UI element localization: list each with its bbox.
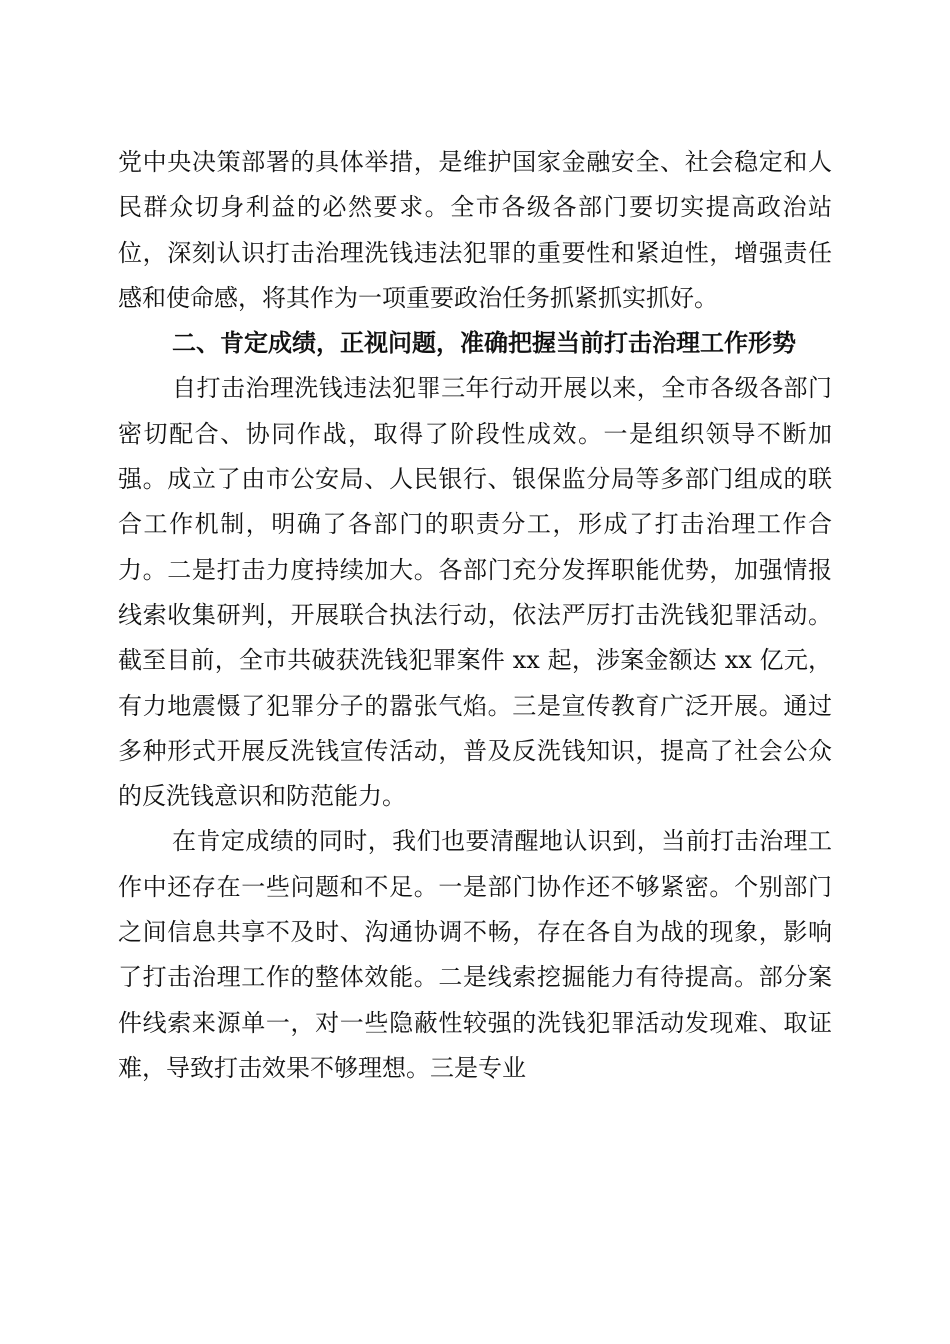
paragraph-continuation: 党中央决策部署的具体举措，是维护国家金融安全、社会稳定和人民群众切身利益的必然要求。全市各级各部门要切实提高政治站位，深刻认识打击治理洗钱违法犯罪的重要性和紧迫性，增强责任感和使命感，将其作为一项重要政治任务抓紧抓实抓好。 (118, 148, 832, 312)
paragraph-problems: 在肯定成绩的同时，我们也要清醒地认识到，当前打击治理工作中还存在一些问题和不足。一是部门协作还不够紧密。个别部门之间信息共享不及时、沟通协调不畅，存在各自为战的现象，影响了打击治理工作的整体效能。二是线索挖掘能力有待提高。部分案件线索来源单一，对一些隐蔽性较强的洗钱犯罪活动发现难、取证难，导致打击效果不够理想。三是专业 (118, 827, 832, 1082)
section-heading-2: 二、肯定成绩，正视问题，准确把握当前打击治理工作形势 (172, 329, 796, 358)
document-body (118, 140, 832, 1091)
paragraph-achievements: 自打击治理洗钱违法犯罪三年行动开展以来，全市各级各部门密切配合、协同作战，取得了阶段性成效。一是组织领导不断加强。成立了由市公安局、人民银行、银保监分局等多部门组成的联合工作机制，明确了各部门的职责分工，形成了打击治理工作合力。二是打击力度持续加大。各部门充分发挥职能优势，加强情报线索收集研判，开展联合执法行动，依法严厉打击洗钱犯罪活动。截至目前，全市共破获洗钱犯罪案件 xx 起，涉案金额达 xx 亿元，有力地震慑了犯罪分子的嚣张气焰。三是宣传教育广泛开展。通过多种形式开展反洗钱宣传活动，普及反洗钱知识，提高了社会公众的反洗钱意识和防范能力。 (118, 374, 832, 811)
